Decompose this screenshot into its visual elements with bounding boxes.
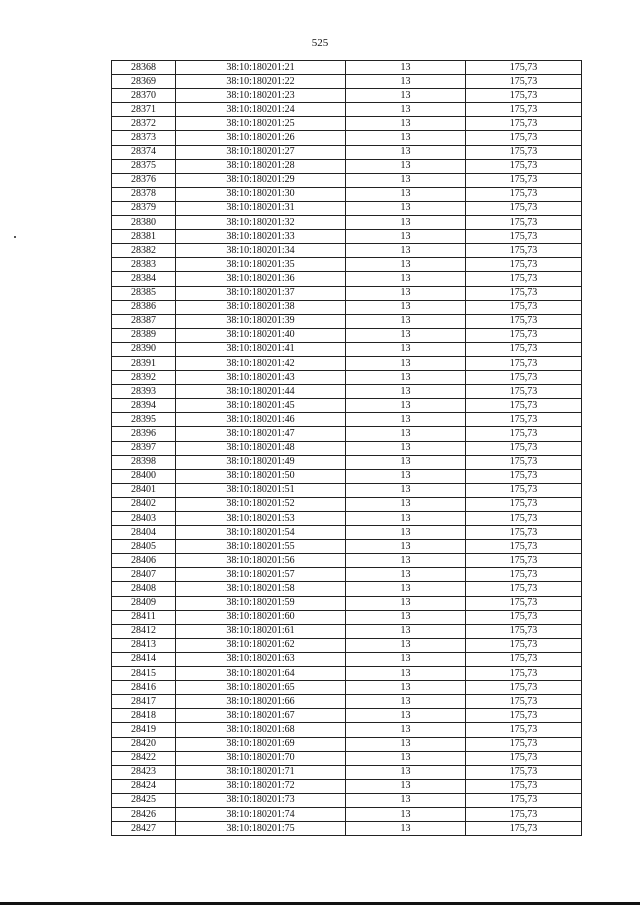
- table-row: [112, 582, 582, 596]
- value-cell: 175,73: [466, 455, 582, 469]
- value-cell: 175,73: [466, 610, 582, 624]
- table-row: [112, 117, 582, 131]
- table-row: [112, 385, 582, 399]
- value-cell: 175,73: [466, 779, 582, 793]
- table-row: [112, 356, 582, 370]
- cadastral-number-cell: 38:10:180201:39: [176, 314, 346, 328]
- table-row: [112, 201, 582, 215]
- row-number-cell: 28396: [112, 427, 176, 441]
- cadastral-number-cell: 38:10:180201:65: [176, 681, 346, 695]
- quantity-cell: 13: [346, 300, 466, 314]
- cadastral-number-cell: 38:10:180201:21: [176, 61, 346, 75]
- quantity-cell: 13: [346, 145, 466, 159]
- row-number-cell: 28392: [112, 371, 176, 385]
- row-number-cell: 28412: [112, 624, 176, 638]
- value-cell: 175,73: [466, 187, 582, 201]
- row-number-cell: 28369: [112, 75, 176, 89]
- row-number-cell: 28381: [112, 230, 176, 244]
- quantity-cell: 13: [346, 709, 466, 723]
- table-row: [112, 512, 582, 526]
- cadastral-number-cell: 38:10:180201:31: [176, 201, 346, 215]
- cadastral-number-cell: 38:10:180201:45: [176, 399, 346, 413]
- row-number-cell: 28425: [112, 793, 176, 807]
- row-number-cell: 28398: [112, 455, 176, 469]
- quantity-cell: 13: [346, 568, 466, 582]
- cadastral-number-cell: 38:10:180201:64: [176, 667, 346, 681]
- row-number-cell: 28371: [112, 103, 176, 117]
- cadastral-number-cell: 38:10:180201:49: [176, 455, 346, 469]
- row-number-cell: 28411: [112, 610, 176, 624]
- value-cell: 175,73: [466, 230, 582, 244]
- table-row: [112, 652, 582, 666]
- row-number-cell: 28416: [112, 681, 176, 695]
- row-number-cell: 28400: [112, 469, 176, 483]
- row-number-cell: 28401: [112, 483, 176, 497]
- row-number-cell: 28368: [112, 61, 176, 75]
- value-cell: 175,73: [466, 709, 582, 723]
- table-body: [112, 61, 582, 836]
- quantity-cell: 13: [346, 610, 466, 624]
- row-number-cell: 28395: [112, 413, 176, 427]
- value-cell: 175,73: [466, 681, 582, 695]
- table-row: [112, 75, 582, 89]
- quantity-cell: 13: [346, 512, 466, 526]
- row-number-cell: 28391: [112, 356, 176, 370]
- table-row: [112, 300, 582, 314]
- table-row: [112, 737, 582, 751]
- value-cell: 175,73: [466, 638, 582, 652]
- quantity-cell: 13: [346, 187, 466, 201]
- quantity-cell: 13: [346, 75, 466, 89]
- table-row: [112, 624, 582, 638]
- row-number-cell: 28406: [112, 554, 176, 568]
- table-row: [112, 441, 582, 455]
- value-cell: 175,73: [466, 103, 582, 117]
- row-number-cell: 28379: [112, 201, 176, 215]
- quantity-cell: 13: [346, 328, 466, 342]
- table-row: [112, 328, 582, 342]
- value-cell: 175,73: [466, 624, 582, 638]
- table-row: [112, 131, 582, 145]
- value-cell: 175,73: [466, 272, 582, 286]
- value-cell: 175,73: [466, 695, 582, 709]
- table-row: [112, 638, 582, 652]
- quantity-cell: 13: [346, 779, 466, 793]
- value-cell: 175,73: [466, 244, 582, 258]
- value-cell: 175,73: [466, 568, 582, 582]
- value-cell: 175,73: [466, 526, 582, 540]
- quantity-cell: 13: [346, 497, 466, 511]
- quantity-cell: 13: [346, 385, 466, 399]
- cadastral-number-cell: 38:10:180201:66: [176, 695, 346, 709]
- cadastral-number-cell: 38:10:180201:70: [176, 751, 346, 765]
- cadastral-number-cell: 38:10:180201:68: [176, 723, 346, 737]
- table-row: [112, 709, 582, 723]
- row-number-cell: 28389: [112, 328, 176, 342]
- table-row: [112, 286, 582, 300]
- quantity-cell: 13: [346, 540, 466, 554]
- value-cell: 175,73: [466, 497, 582, 511]
- table-row: [112, 751, 582, 765]
- quantity-cell: 13: [346, 356, 466, 370]
- cadastral-number-cell: 38:10:180201:62: [176, 638, 346, 652]
- row-number-cell: 28375: [112, 159, 176, 173]
- table-row: [112, 723, 582, 737]
- quantity-cell: 13: [346, 582, 466, 596]
- quantity-cell: 13: [346, 61, 466, 75]
- value-cell: 175,73: [466, 807, 582, 821]
- quantity-cell: 13: [346, 413, 466, 427]
- table-row: [112, 145, 582, 159]
- table-row: [112, 187, 582, 201]
- table-row: [112, 681, 582, 695]
- table-row: [112, 399, 582, 413]
- cadastral-number-cell: 38:10:180201:47: [176, 427, 346, 441]
- row-number-cell: 28387: [112, 314, 176, 328]
- table-row: [112, 779, 582, 793]
- quantity-cell: 13: [346, 723, 466, 737]
- table-row: [112, 765, 582, 779]
- cadastral-number-cell: 38:10:180201:55: [176, 540, 346, 554]
- quantity-cell: 13: [346, 652, 466, 666]
- table-row: [112, 244, 582, 258]
- table-row: [112, 596, 582, 610]
- value-cell: 175,73: [466, 385, 582, 399]
- row-number-cell: 28418: [112, 709, 176, 723]
- row-number-cell: 28380: [112, 216, 176, 230]
- table-row: [112, 822, 582, 836]
- cadastral-number-cell: 38:10:180201:46: [176, 413, 346, 427]
- value-cell: 175,73: [466, 286, 582, 300]
- cadastral-number-cell: 38:10:180201:61: [176, 624, 346, 638]
- row-number-cell: 28426: [112, 807, 176, 821]
- row-number-cell: 28393: [112, 385, 176, 399]
- cadastral-number-cell: 38:10:180201:48: [176, 441, 346, 455]
- quantity-cell: 13: [346, 667, 466, 681]
- cadastral-number-cell: 38:10:180201:67: [176, 709, 346, 723]
- row-number-cell: 28413: [112, 638, 176, 652]
- cadastral-number-cell: 38:10:180201:52: [176, 497, 346, 511]
- value-cell: 175,73: [466, 159, 582, 173]
- cadastral-number-cell: 38:10:180201:69: [176, 737, 346, 751]
- row-number-cell: 28382: [112, 244, 176, 258]
- row-number-cell: 28419: [112, 723, 176, 737]
- cadastral-number-cell: 38:10:180201:58: [176, 582, 346, 596]
- scan-speck: [14, 236, 16, 238]
- row-number-cell: 28403: [112, 512, 176, 526]
- quantity-cell: 13: [346, 681, 466, 695]
- table-row: [112, 89, 582, 103]
- quantity-cell: 13: [346, 807, 466, 821]
- cadastral-number-cell: 38:10:180201:43: [176, 371, 346, 385]
- cadastral-number-cell: 38:10:180201:35: [176, 258, 346, 272]
- cadastral-number-cell: 38:10:180201:72: [176, 779, 346, 793]
- quantity-cell: 13: [346, 314, 466, 328]
- quantity-cell: 13: [346, 244, 466, 258]
- value-cell: 175,73: [466, 413, 582, 427]
- cadastral-number-cell: 38:10:180201:42: [176, 356, 346, 370]
- value-cell: 175,73: [466, 652, 582, 666]
- table-row: [112, 540, 582, 554]
- quantity-cell: 13: [346, 822, 466, 836]
- table-row: [112, 554, 582, 568]
- value-cell: 175,73: [466, 342, 582, 356]
- cadastral-number-cell: 38:10:180201:60: [176, 610, 346, 624]
- quantity-cell: 13: [346, 765, 466, 779]
- value-cell: 175,73: [466, 737, 582, 751]
- table-row: [112, 793, 582, 807]
- cadastral-number-cell: 38:10:180201:24: [176, 103, 346, 117]
- quantity-cell: 13: [346, 554, 466, 568]
- cadastral-number-cell: 38:10:180201:27: [176, 145, 346, 159]
- quantity-cell: 13: [346, 173, 466, 187]
- quantity-cell: 13: [346, 427, 466, 441]
- value-cell: 175,73: [466, 89, 582, 103]
- row-number-cell: 28414: [112, 652, 176, 666]
- row-number-cell: 28385: [112, 286, 176, 300]
- table-row: [112, 216, 582, 230]
- value-cell: 175,73: [466, 469, 582, 483]
- quantity-cell: 13: [346, 159, 466, 173]
- row-number-cell: 28405: [112, 540, 176, 554]
- cadastral-number-cell: 38:10:180201:28: [176, 159, 346, 173]
- cadastral-number-cell: 38:10:180201:23: [176, 89, 346, 103]
- cadastral-number-cell: 38:10:180201:51: [176, 483, 346, 497]
- cadastral-number-cell: 38:10:180201:25: [176, 117, 346, 131]
- quantity-cell: 13: [346, 638, 466, 652]
- table-row: [112, 695, 582, 709]
- value-cell: 175,73: [466, 751, 582, 765]
- value-cell: 175,73: [466, 483, 582, 497]
- value-cell: 175,73: [466, 765, 582, 779]
- table-row: [112, 469, 582, 483]
- cadastral-number-cell: 38:10:180201:30: [176, 187, 346, 201]
- table-row: [112, 497, 582, 511]
- cadastral-number-cell: 38:10:180201:22: [176, 75, 346, 89]
- value-cell: 175,73: [466, 399, 582, 413]
- cadastral-number-cell: 38:10:180201:29: [176, 173, 346, 187]
- table-row: [112, 413, 582, 427]
- cadastral-number-cell: 38:10:180201:32: [176, 216, 346, 230]
- value-cell: 175,73: [466, 173, 582, 187]
- row-number-cell: 28404: [112, 526, 176, 540]
- row-number-cell: 28372: [112, 117, 176, 131]
- quantity-cell: 13: [346, 230, 466, 244]
- value-cell: 175,73: [466, 596, 582, 610]
- quantity-cell: 13: [346, 624, 466, 638]
- row-number-cell: 28424: [112, 779, 176, 793]
- value-cell: 175,73: [466, 216, 582, 230]
- cadastral-number-cell: 38:10:180201:57: [176, 568, 346, 582]
- cadastral-number-cell: 38:10:180201:33: [176, 230, 346, 244]
- row-number-cell: 28408: [112, 582, 176, 596]
- quantity-cell: 13: [346, 469, 466, 483]
- quantity-cell: 13: [346, 526, 466, 540]
- value-cell: 175,73: [466, 131, 582, 145]
- row-number-cell: 28415: [112, 667, 176, 681]
- quantity-cell: 13: [346, 793, 466, 807]
- cadastral-number-cell: 38:10:180201:75: [176, 822, 346, 836]
- table-row: [112, 526, 582, 540]
- table-row: [112, 103, 582, 117]
- cadastral-number-cell: 38:10:180201:74: [176, 807, 346, 821]
- row-number-cell: 28386: [112, 300, 176, 314]
- cadastral-number-cell: 38:10:180201:63: [176, 652, 346, 666]
- cadastral-number-cell: 38:10:180201:44: [176, 385, 346, 399]
- row-number-cell: 28407: [112, 568, 176, 582]
- value-cell: 175,73: [466, 201, 582, 215]
- table-row: [112, 455, 582, 469]
- cadastral-number-cell: 38:10:180201:26: [176, 131, 346, 145]
- quantity-cell: 13: [346, 737, 466, 751]
- quantity-cell: 13: [346, 89, 466, 103]
- quantity-cell: 13: [346, 117, 466, 131]
- value-cell: 175,73: [466, 441, 582, 455]
- value-cell: 175,73: [466, 540, 582, 554]
- cadastral-number-cell: 38:10:180201:36: [176, 272, 346, 286]
- quantity-cell: 13: [346, 483, 466, 497]
- cadastral-number-cell: 38:10:180201:59: [176, 596, 346, 610]
- value-cell: 175,73: [466, 145, 582, 159]
- row-number-cell: 28423: [112, 765, 176, 779]
- value-cell: 175,73: [466, 793, 582, 807]
- value-cell: 175,73: [466, 75, 582, 89]
- value-cell: 175,73: [466, 61, 582, 75]
- registry-table: [111, 60, 582, 836]
- quantity-cell: 13: [346, 272, 466, 286]
- quantity-cell: 13: [346, 441, 466, 455]
- row-number-cell: 28376: [112, 173, 176, 187]
- value-cell: 175,73: [466, 427, 582, 441]
- table-row: [112, 61, 582, 75]
- table-row: [112, 314, 582, 328]
- table-row: [112, 371, 582, 385]
- quantity-cell: 13: [346, 201, 466, 215]
- quantity-cell: 13: [346, 695, 466, 709]
- value-cell: 175,73: [466, 723, 582, 737]
- row-number-cell: 28373: [112, 131, 176, 145]
- quantity-cell: 13: [346, 751, 466, 765]
- row-number-cell: 28402: [112, 497, 176, 511]
- row-number-cell: 28422: [112, 751, 176, 765]
- cadastral-number-cell: 38:10:180201:37: [176, 286, 346, 300]
- quantity-cell: 13: [346, 103, 466, 117]
- value-cell: 175,73: [466, 512, 582, 526]
- table-row: [112, 159, 582, 173]
- cadastral-number-cell: 38:10:180201:56: [176, 554, 346, 568]
- table-row: [112, 807, 582, 821]
- quantity-cell: 13: [346, 596, 466, 610]
- row-number-cell: 28420: [112, 737, 176, 751]
- quantity-cell: 13: [346, 399, 466, 413]
- cadastral-number-cell: 38:10:180201:71: [176, 765, 346, 779]
- value-cell: 175,73: [466, 667, 582, 681]
- quantity-cell: 13: [346, 286, 466, 300]
- cadastral-number-cell: 38:10:180201:40: [176, 328, 346, 342]
- table-row: [112, 427, 582, 441]
- row-number-cell: 28409: [112, 596, 176, 610]
- cadastral-number-cell: 38:10:180201:53: [176, 512, 346, 526]
- row-number-cell: 28370: [112, 89, 176, 103]
- cadastral-number-cell: 38:10:180201:41: [176, 342, 346, 356]
- quantity-cell: 13: [346, 342, 466, 356]
- row-number-cell: 28394: [112, 399, 176, 413]
- cadastral-number-cell: 38:10:180201:34: [176, 244, 346, 258]
- row-number-cell: 28378: [112, 187, 176, 201]
- cadastral-number-cell: 38:10:180201:38: [176, 300, 346, 314]
- value-cell: 175,73: [466, 554, 582, 568]
- value-cell: 175,73: [466, 371, 582, 385]
- row-number-cell: 28374: [112, 145, 176, 159]
- row-number-cell: 28417: [112, 695, 176, 709]
- table-row: [112, 173, 582, 187]
- row-number-cell: 28397: [112, 441, 176, 455]
- quantity-cell: 13: [346, 455, 466, 469]
- cadastral-number-cell: 38:10:180201:50: [176, 469, 346, 483]
- row-number-cell: 28390: [112, 342, 176, 356]
- value-cell: 175,73: [466, 314, 582, 328]
- value-cell: 175,73: [466, 328, 582, 342]
- value-cell: 175,73: [466, 117, 582, 131]
- table-row: [112, 272, 582, 286]
- table-row: [112, 667, 582, 681]
- value-cell: 175,73: [466, 300, 582, 314]
- quantity-cell: 13: [346, 371, 466, 385]
- cadastral-number-cell: 38:10:180201:54: [176, 526, 346, 540]
- table-row: [112, 342, 582, 356]
- table-row: [112, 483, 582, 497]
- quantity-cell: 13: [346, 131, 466, 145]
- quantity-cell: 13: [346, 258, 466, 272]
- value-cell: 175,73: [466, 356, 582, 370]
- quantity-cell: 13: [346, 216, 466, 230]
- value-cell: 175,73: [466, 582, 582, 596]
- table-row: [112, 230, 582, 244]
- table-row: [112, 610, 582, 624]
- value-cell: 175,73: [466, 258, 582, 272]
- row-number-cell: 28384: [112, 272, 176, 286]
- page-number: 525: [311, 37, 329, 49]
- table-row: [112, 258, 582, 272]
- row-number-cell: 28427: [112, 822, 176, 836]
- row-number-cell: 28383: [112, 258, 176, 272]
- value-cell: 175,73: [466, 822, 582, 836]
- table-row: [112, 568, 582, 582]
- cadastral-number-cell: 38:10:180201:73: [176, 793, 346, 807]
